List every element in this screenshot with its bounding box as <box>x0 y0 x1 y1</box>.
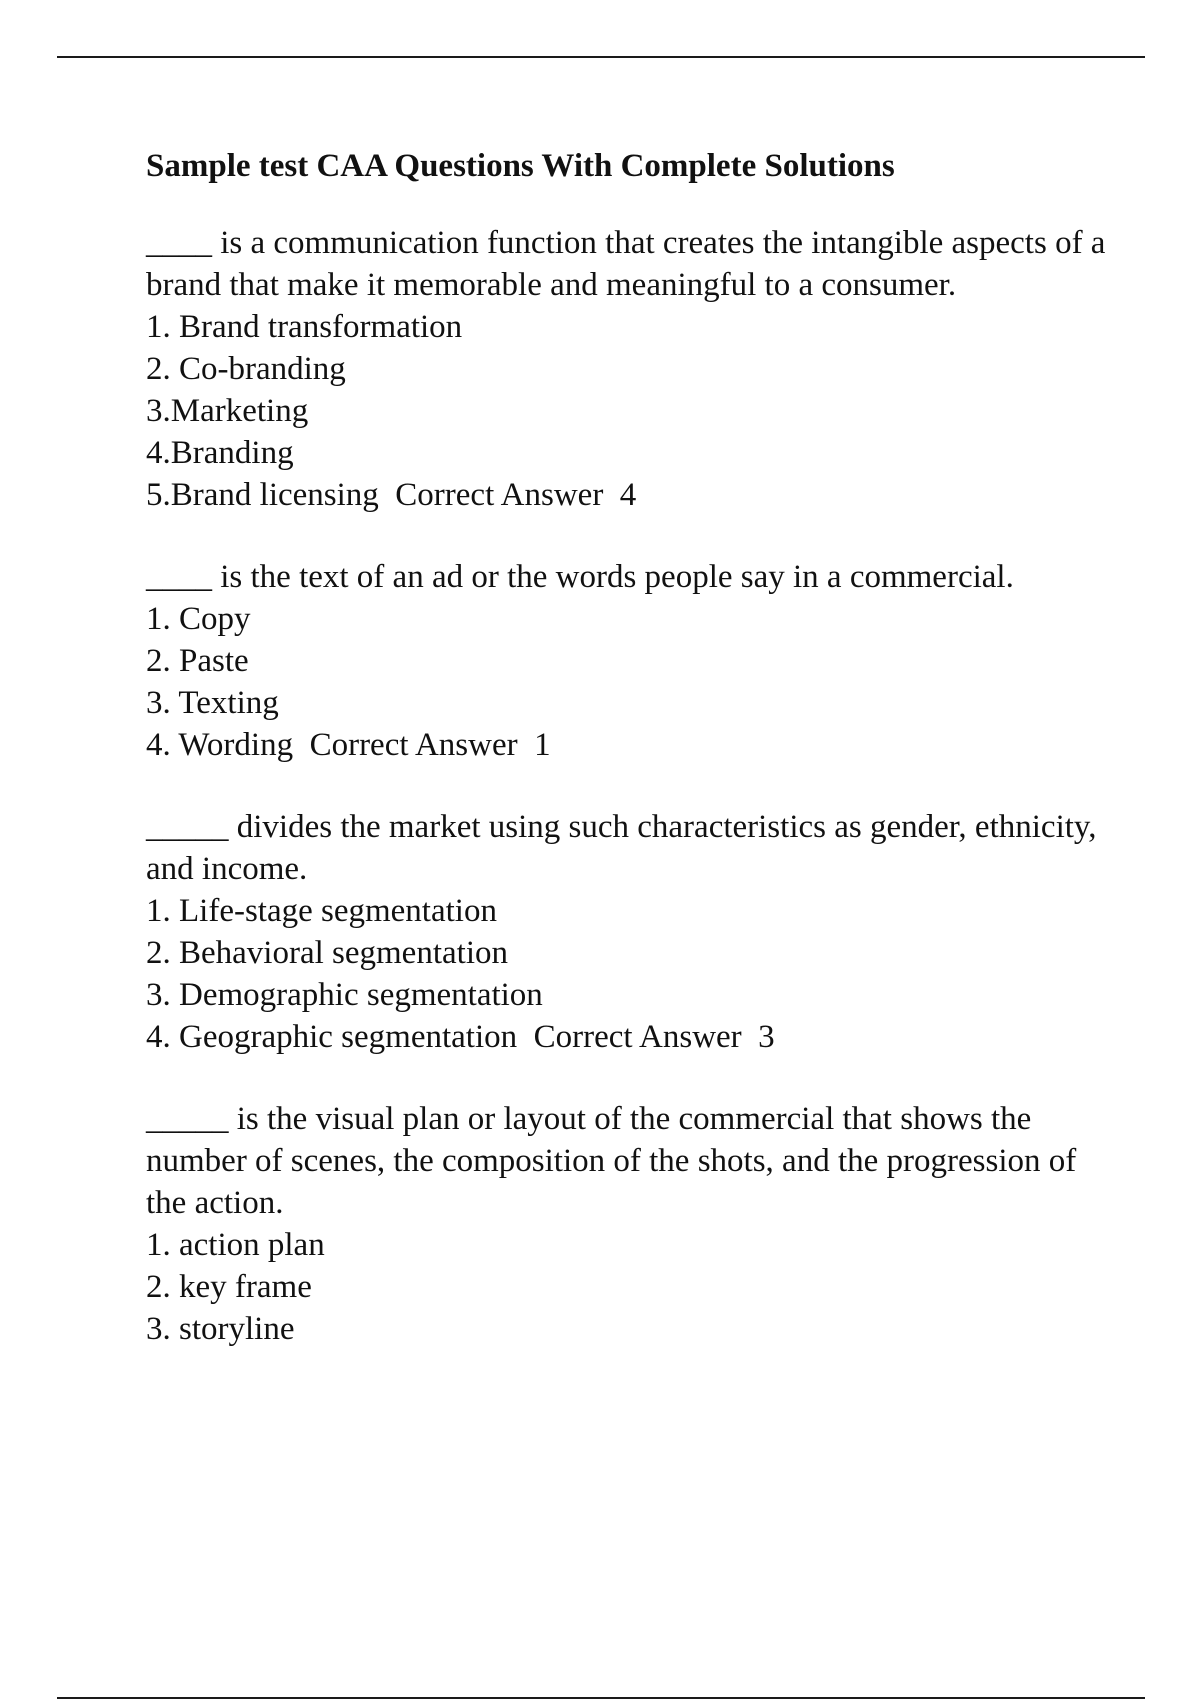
answer-option: 2. Co-branding <box>146 351 346 387</box>
question-1 <box>146 222 1106 516</box>
answer-option: 1. action plan <box>146 1227 325 1263</box>
question-stem: ____ is a communication function that creates the intangible aspects of a brand that make it memorable and meaningful to a consumer. <box>146 225 1106 303</box>
question-2 <box>146 556 1106 766</box>
answer-option: 4.Branding <box>146 435 294 471</box>
answer-option: 4. Wording Correct Answer 1 <box>146 727 551 763</box>
question-stem: ____ is the text of an ad or the words people say in a commercial. <box>146 559 1014 595</box>
answer-option: 4. Geographic segmentation Correct Answer 3 <box>146 1019 775 1055</box>
question-4 <box>146 1098 1106 1350</box>
answer-option: 2. key frame <box>146 1269 312 1305</box>
bottom-divider <box>57 1697 1145 1699</box>
question-stem: _____ divides the market using such characteristics as gender, ethnicity, and income. <box>146 809 1097 887</box>
answer-option: 3.Marketing <box>146 393 309 429</box>
answer-option: 1. Brand transformation <box>146 309 463 345</box>
document-body <box>146 140 1106 1390</box>
question-3 <box>146 806 1106 1058</box>
answer-option: 3. Demographic segmentation <box>146 977 543 1013</box>
answer-option: 1. Life-stage segmentation <box>146 893 497 929</box>
answer-option: 5.Brand licensing Correct Answer 4 <box>146 477 637 513</box>
document-title: Sample test CAA Questions With Complete Solutions <box>146 148 895 184</box>
answer-option: 3. Texting <box>146 685 279 721</box>
answer-option: 2. Behavioral segmentation <box>146 935 508 971</box>
question-stem: _____ is the visual plan or layout of the commercial that shows the number of scenes, the composition of the shots, and the progression of the action. <box>146 1101 1077 1221</box>
answer-option: 2. Paste <box>146 643 249 679</box>
top-divider <box>57 56 1145 58</box>
answer-option: 1. Copy <box>146 601 251 637</box>
answer-option: 3. storyline <box>146 1311 295 1347</box>
